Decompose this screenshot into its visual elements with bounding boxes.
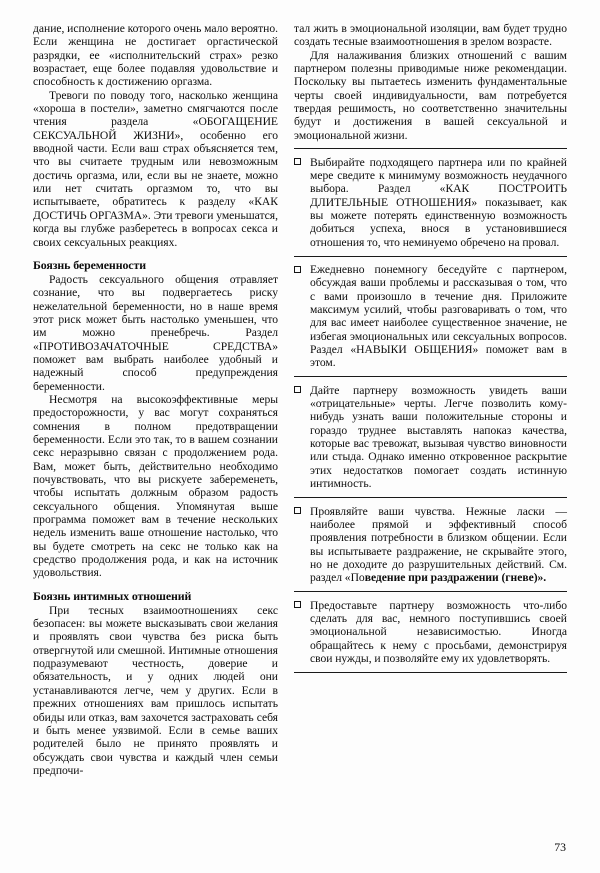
list-item-text: Дайте партнеру возможность увидеть ваши «отрицательные» черты. Легче позволить кому-нибудь узнать ваши положительные стороны и гораздо труднее выставлять напоказ качества, которые вас тревожат, вызывая чувство виновности или стыда. Однако именно откровенное раскрытие этих недостатков помогает создать истинную интимность. — [310, 383, 567, 491]
right-column — [288, 22, 600, 777]
list-item-body — [294, 599, 567, 666]
heading-fear-of-pregnancy: Боязнь беременности — [33, 257, 146, 272]
left-column — [0, 22, 288, 777]
page-number: 73 — [554, 840, 566, 854]
paragraph-contraception: Радость сексуального общения отравляет сознание, что вы подвергаетесь риску нежелательной беременности, но в наше время этот риск может быть настолько уменьшен, что им можно пренебречь. Раздел «ПРОТИВОЗАЧАТОЧНЫЕ СРЕДСТВА» поможет вам выбрать наиболее удобный и надежный способ предупреждения беременности. — [33, 272, 278, 393]
list-item[interactable] — [294, 591, 567, 673]
heading-fear-of-intimacy: Боязнь интимных отношений — [33, 588, 192, 603]
paragraph-doubts-about-prevention: Несмотря на высокоэффективные меры предосторожности, у вас могут сохраняться сомнения в полном предотвращении беременности. Если это так, то в вашем сознании секс неразрывно связан с продолжением рода. Вам, может быть, действительно необходимо почувствовать, что вы рискуете забеременеть, чтобы испытать должным образом радость сексуального общения. Упомянутая выше программа поможет вам в течение нескольких недель изменить ваше отношение настолько, что вы будете смотреть на секс не только как на средство продолжения рода, и как на источник удовольствия. — [33, 392, 278, 580]
list-item-text: Ежедневно понемногу беседуйте с партнером, обсуждая ваши проблемы и рассказывая о том, что с вами произошло в течение дня. Приложите максимум усилий, чтобы разговаривать о том, что для вас имеет наиболее существенное значение, не избегая эмоциональных или сексуальных вопросов. Раздел «НАВЫКИ ОБЩЕНИЯ» поможет вам в этом. — [310, 263, 567, 370]
list-item[interactable] — [294, 256, 567, 377]
list-item-body — [294, 263, 567, 370]
two-column-layout — [0, 22, 600, 777]
list-item-text: Предоставьте партнеру возможность что-либо сделать для вас, немного поступившись своей эмоциональной независимостью. Иногда обращайтесь к нему с просьбами, демонстрируя свои нужды, и позволяйте ему их удовлетворять. — [310, 598, 567, 665]
list-item-text-regular: Проявляйте ваши чувства. Нежные ласки — наиболее прямой и эффективный способ проявления потребности в близком общении. Если вы испытываете раздражение, не скрывайте этого, но не доходите до разрушительных действий. См. раздел «По — [310, 504, 567, 585]
list-item[interactable] — [294, 376, 567, 497]
paragraph-intimacy-safety: При тесных взаимоотношениях секс безопасен: вы можете высказывать свои желания и проявлять свои чувства без риска быть отвергнутой или смешной. Интимные отношения подразумевают честность, доверие и обязательность, и у одних людей они устанавливаются легче, чем у других. Если в прежних отношениях вам пришлось испытать обиды или отказ, вам захочется застраховать себя и быть менее уязвимой. Если в семье ваших родителей было не принято проявлять и обсуждать свои чувства и каждый член семьи предпочи- — [33, 603, 278, 777]
checkbox-icon[interactable] — [294, 158, 301, 165]
list-item-body — [294, 384, 567, 491]
paragraph-continued-emotional-isolation: тал жить в эмоциональной изоляции, вам будет трудно создать тесные взаимоотношения в зрелом возрасте. — [294, 22, 567, 49]
list-item-body — [294, 505, 567, 585]
paragraph-continued-from-previous-page: дание, исполнение которого очень мало вероятно. Если женщина не достигает оргастической разрядки, ее «исполнительский страх» резко возрастает, еще более подавляя удовольствие и способность к достижению оргазма. — [33, 22, 278, 89]
checkbox-icon[interactable] — [294, 266, 301, 273]
paragraph-performance-anxiety: Тревоги по поводу того, насколько женщина «хороша в постели», заметно смягчаются после чтения раздела «ОБОГАЩЕНИЕ СЕКСУАЛЬНОЙ ЖИЗНИ», особенно его вводной части. Если ваш страх объясняется тем, что вы считаете трудным или невозможным достичь оргазма, или, если вы не знаете, можно или нет считать оргазмом то, что вы испытываете, обратитесь к разделу «КАК ДОСТИЧЬ ОРГАЗМА». Эти тревоги уменьшатся, когда вы глубже разберетесь в вопросах секса и своих сексуальных реакциях. — [33, 88, 278, 249]
list-item-body — [294, 156, 567, 249]
recommendations-checklist — [294, 148, 567, 673]
list-item-text-emphasis: ведение при раздражении (гневе)». — [364, 571, 547, 585]
checkbox-icon[interactable] — [294, 386, 301, 393]
checkbox-icon[interactable] — [294, 601, 301, 608]
checkbox-icon[interactable] — [294, 507, 301, 514]
list-item-text: Выбирайте подходящего партнера или по крайней мере сведите к минимуму возможность неудачного выбора. Раздел «КАК ПОСТРОИТЬ ДЛИТЕЛЬНЫЕ ОТНОШЕНИЯ» показывает, как вы можете потерять единственную возможность добиться успеха, внося в установившиеся отношения то, что неминуемо обречено на провал. — [310, 155, 567, 249]
list-item[interactable] — [294, 148, 567, 255]
paragraph-recommendations-intro: Для налаживания близких отношений с вашим партнером полезны приводимые ниже рекомендации. Поскольку вы пытаетесь изменить фундаментальные черты своей индивидуальности, вам потребуется твердая решимость, но соответственно значительны будут и достижения в вашей сексуальной и эмоциональной жизни. — [294, 48, 567, 142]
list-item[interactable] — [294, 497, 567, 591]
list-item-text — [310, 505, 567, 585]
